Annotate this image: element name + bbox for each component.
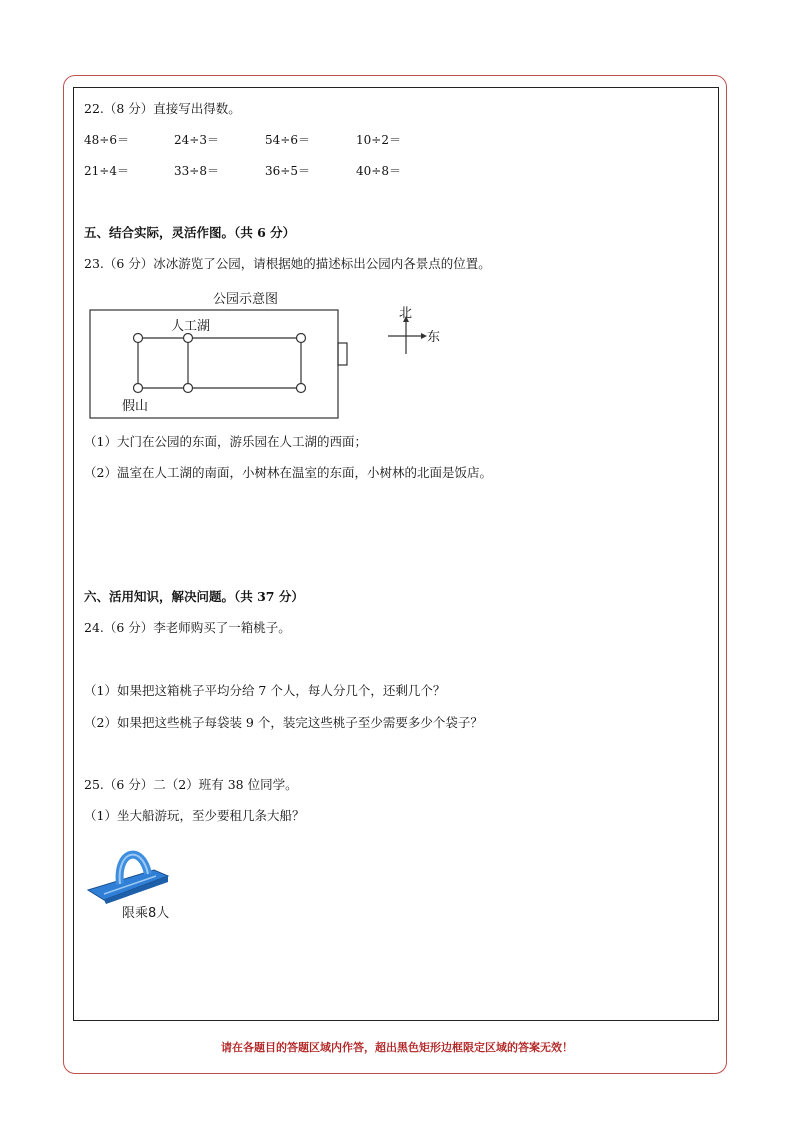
q25-header: 25.（6 分）二（2）班有 38 位同学。 <box>84 777 298 792</box>
q22-cell: 33÷8＝ <box>174 164 219 178</box>
q23-clue2: （2）温室在人工湖的南面，小树林在温室的东面，小树林的北面是饭店。 <box>84 465 492 480</box>
boat-image <box>84 840 174 925</box>
footer-warning: 请在各题目的答题区域内作答，超出黑色矩形边框限定区域的答案无效！ <box>221 1041 573 1054</box>
spot-node <box>297 384 306 393</box>
park-diagram <box>80 288 460 423</box>
q22-cell: 10÷2＝ <box>356 133 401 147</box>
label-hill: 假山 <box>122 399 149 414</box>
q24-sub2: （2）如果把这些桃子每袋装 9 个，装完这些桃子至少需要多少个袋子？ <box>84 715 483 730</box>
spot-node-lake <box>184 334 193 343</box>
spot-node <box>184 384 193 393</box>
q22-cell: 54÷6＝ <box>265 133 310 147</box>
q24-sub1: （1）如果把这箱桃子平均分给 7 个人，每人分几个，还剩几个？ <box>84 683 446 698</box>
q22-header: 22.（8 分）直接写出得数。 <box>84 101 241 116</box>
park-gate-box <box>338 343 347 365</box>
section6-title: 六、活用知识，解决问题。（共 37 分） <box>84 589 304 604</box>
q23-header: 23.（6 分）冰冰游览了公园，请根据她的描述标出公园内各景点的位置。 <box>84 256 491 271</box>
q22-cell: 36÷5＝ <box>265 164 310 178</box>
q22-cell: 24÷3＝ <box>174 133 219 147</box>
compass-north-label: 北 <box>399 306 413 321</box>
label-lake: 人工湖 <box>171 319 211 334</box>
spot-node <box>134 334 143 343</box>
spot-node-hill <box>134 384 143 393</box>
q22-cell: 40÷8＝ <box>356 164 401 178</box>
q23-clue1: （1）大门在公园的东面，游乐园在人工湖的西面； <box>84 434 367 449</box>
q22-cell: 48÷6＝ <box>84 133 129 147</box>
spot-node <box>297 334 306 343</box>
q22-cell: 21÷4＝ <box>84 164 129 178</box>
q24-header: 24.（6 分）李老师购买了一箱桃子。 <box>84 620 291 635</box>
compass-east-label: 东 <box>427 330 441 345</box>
park-diagram-title: 公园示意图 <box>213 292 279 307</box>
boat-caption: 限乘8人 <box>122 906 170 921</box>
section5-title: 五、结合实际，灵活作图。（共 6 分） <box>84 225 296 240</box>
q25-sub1: （1）坐大船游玩，至少要租几条大船？ <box>84 808 305 823</box>
